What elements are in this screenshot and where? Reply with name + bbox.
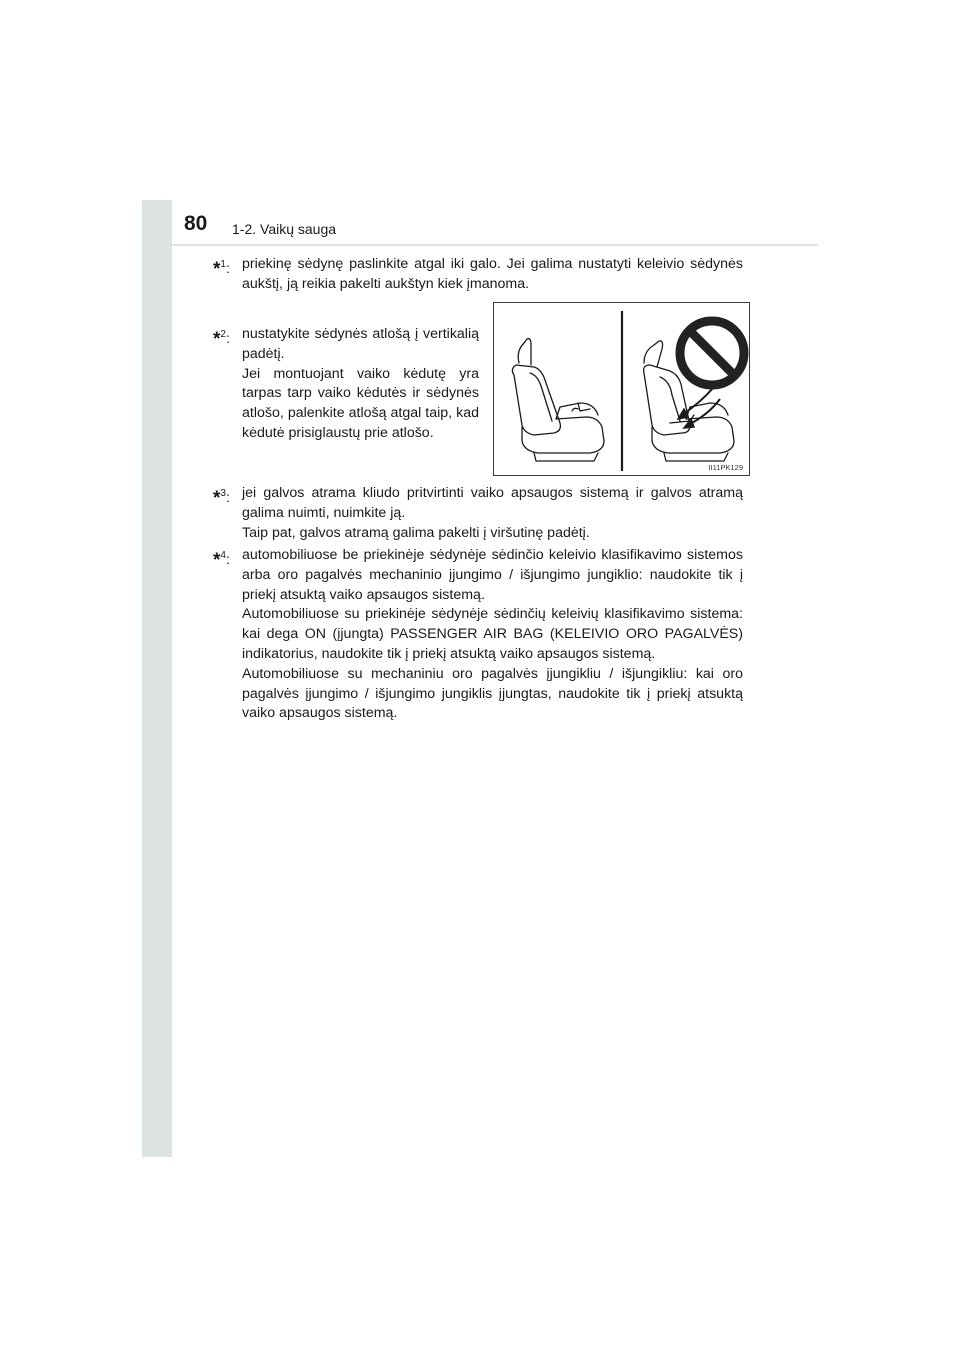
- page-number: 80: [184, 212, 208, 235]
- footnote-marker: *$^4$:: [213, 550, 230, 571]
- header-divider: [142, 244, 818, 246]
- footnote-2: [213, 325, 479, 444]
- footnote-marker: *$^3$:: [213, 488, 230, 509]
- footnote-text: automobiliuose be priekinėje sėdynėje sėdinčio keleivio klasifikavimo sistemos arba oro pagalvės mechaninio įjungimo / išjungimo jungiklio: naudokite tik į priekį atsuktą vaiko apsaugos sistemą.: [242, 547, 743, 603]
- footnote-marker: *$^2$:: [213, 329, 230, 350]
- footnote-text: Automobiliuose su priekinėje sėdynėje sėdinčių keleivių klasifikavimo sistema: kai dega ON (įjungta) PASSENGER AIR BAG (KELEIVIO ORO PAGALVĖS) indikatorius, naudokite tik į priekį atsuktą vaiko apsaugos sistemą.: [242, 606, 743, 662]
- footnote-text: jei galvos atrama kliudo pritvirtinti vaiko apsaugos sistemą ir galvos atramą galima nuimti, nuimkite ją.: [242, 485, 743, 521]
- footnote-text: Taip pat, galvos atramą galima pakelti į viršutinę padėtį.: [242, 524, 590, 541]
- footnote-4: [213, 546, 743, 724]
- prohibition-icon: [680, 321, 744, 385]
- footnote-marker: *$^1$:: [213, 259, 230, 280]
- footnote-text: Automobiliuose su mechaniniu oro pagalvės įjungikliu / išjungikliu: kai oro pagalvės įjungimo / išjungimo jungiklis įjungtas, naudokite tik į priekį atsuktą vaiko apsaugos sistemą.: [242, 665, 743, 722]
- seat-illustration: [493, 302, 750, 476]
- upright-seat-icon: [512, 339, 604, 461]
- side-tab-bar: [142, 200, 172, 1157]
- footnote-text: Jei montuojant vaiko kėdutę yra tarpas tarp vaiko kėdutės ir sėdynės atlošo, palenkite atlošą atgal taip, kad kėdutė prisiglaustų prie atlošo.: [242, 365, 479, 441]
- footnote-text: nustatykite sėdynės atlošą į vertikalią padėtį.: [242, 326, 479, 362]
- footnote-text: priekinę sėdynę paslinkite atgal iki galo. Jei galima nustatyti keleivio sėdynės aukštį, ją reikia pakelti aukštyn kiek įmanoma.: [242, 256, 743, 292]
- seat-illustration-svg: [494, 303, 751, 477]
- footnote-3: [213, 484, 743, 543]
- footnote-1: [213, 255, 743, 295]
- figure-code: II11PK129: [708, 463, 743, 472]
- section-title: 1-2. Vaikų sauga: [232, 221, 337, 237]
